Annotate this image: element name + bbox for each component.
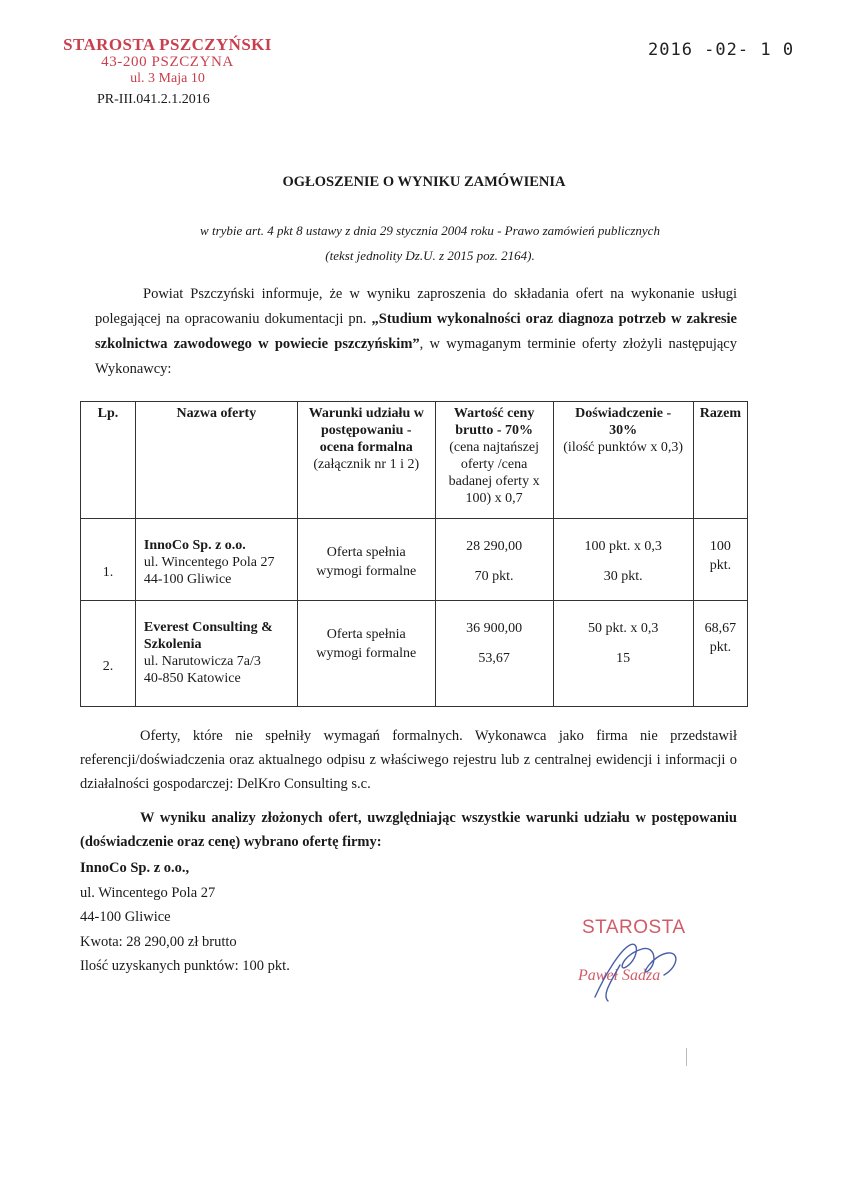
row-experience: 100 pkt. x 0,3 30 pkt. (553, 519, 693, 601)
office-stamp (60, 35, 275, 87)
header-conditions: Warunki udziału w postępowaniu - ocena formalna (załącznik nr 1 i 2) (297, 402, 435, 519)
header-lp: Lp. (81, 402, 136, 519)
winner-points: Ilość uzyskanych punktów: 100 pkt. (80, 958, 290, 974)
header-total: Razem (693, 402, 747, 519)
row-total: 100 pkt. (693, 519, 747, 601)
row-price: 36 900,00 53,67 (435, 601, 553, 707)
winner-address-2: 44-100 Gliwice (80, 909, 171, 925)
stamp-line-3: ul. 3 Maja 10 (130, 70, 205, 86)
legal-basis-line-1: w trybie art. 4 pkt 8 ustawy z dnia 29 stycznia 2004 roku - Prawo zamówień publicznych (200, 223, 660, 238)
project-name: „Studium wykonalności oraz diagnoza potrzeb w zakresie szkolnictwa zawodowego w powiecie pszczyńskim” (95, 311, 737, 352)
row-price: 28 290,00 70 pkt. (435, 519, 553, 601)
signature-name: Paweł Sadza (578, 967, 661, 984)
row-condition: Oferta spełnia wymogi formalne (297, 601, 435, 707)
intro-text-2: , w wymaganym terminie oferty złożyli następujący Wykonawcy: (95, 336, 737, 377)
legal-basis-line-2: (tekst jednolity Dz.U. z 2015 poz. 2164). (325, 248, 535, 263)
stamp-line-2: 43-200 PSZCZYNA (101, 54, 234, 71)
winner-firm: InnoCo Sp. z o.o., (80, 860, 190, 876)
header-price: Wartość ceny brutto - 70% (cena najtańszej oferty /cena badanej oferty x 100) x 0,7 (435, 402, 553, 519)
results-table (80, 401, 748, 707)
signature-block (560, 905, 710, 1015)
rejected-offers-paragraph: Oferty, które nie spełniły wymagań formalnych. Wykonawca jako firma nie przedstawił referencji/doświadczenia oraz aktualnego odpisu z właściwego rejestru lub z centralnej ewidencji i informacji o działalności gospodarczej: DelKro Consulting s.c. (80, 728, 737, 792)
legal-basis (150, 218, 710, 268)
row-lp: 1. (81, 519, 136, 601)
signature-scribble (560, 905, 710, 1015)
row-total: 68,67 pkt. (693, 601, 747, 707)
selected-offer (80, 856, 480, 979)
date-stamp: 2016 -02- 1 0 (648, 40, 795, 60)
intro-text-1: Powiat Pszczyński informuje, że w wyniku zaproszenia do składania ofert na wykonanie usługi polegającej na opracowaniu dokumentacji pn. (95, 286, 737, 327)
row-condition: Oferta spełnia wymogi formalne (297, 519, 435, 601)
table-header-row (81, 402, 748, 519)
row-offer-name: InnoCo Sp. z o.o. ul. Wincentego Pola 27 44-100 Gliwice (135, 519, 297, 601)
table-row (81, 601, 748, 707)
header-name: Nazwa oferty (135, 402, 297, 519)
table-row (81, 519, 748, 601)
margin-mark (686, 1048, 687, 1066)
row-experience: 50 pkt. x 0,3 15 (553, 601, 693, 707)
header-experience: Doświadczenie - 30% (ilość punktów x 0,3) (553, 402, 693, 519)
row-lp: 2. (81, 601, 136, 707)
document-title: OGŁOSZENIE O WYNIKU ZAMÓWIENIA (282, 174, 566, 190)
winner-address-1: ul. Wincentego Pola 27 (80, 884, 216, 901)
stamp-line-1: STAROSTA PSZCZYŃSKI (63, 35, 272, 54)
winner-amount: Kwota: 28 290,00 zł brutto (80, 933, 237, 950)
reference-number: PR-III.041.2.1.2016 (97, 92, 210, 107)
row-offer-name: Everest Consulting & Szkolenia ul. Narutowicza 7a/3 40-850 Katowice (135, 601, 297, 707)
signature-title: STAROSTA (582, 917, 686, 938)
decision-paragraph: W wyniku analizy złożonych ofert, uwzględniając wszystkie warunki udziału w postępowaniu (doświadczenie oraz cenę) wybrano ofertę firmy: (80, 810, 737, 850)
intro-paragraph (95, 282, 737, 382)
